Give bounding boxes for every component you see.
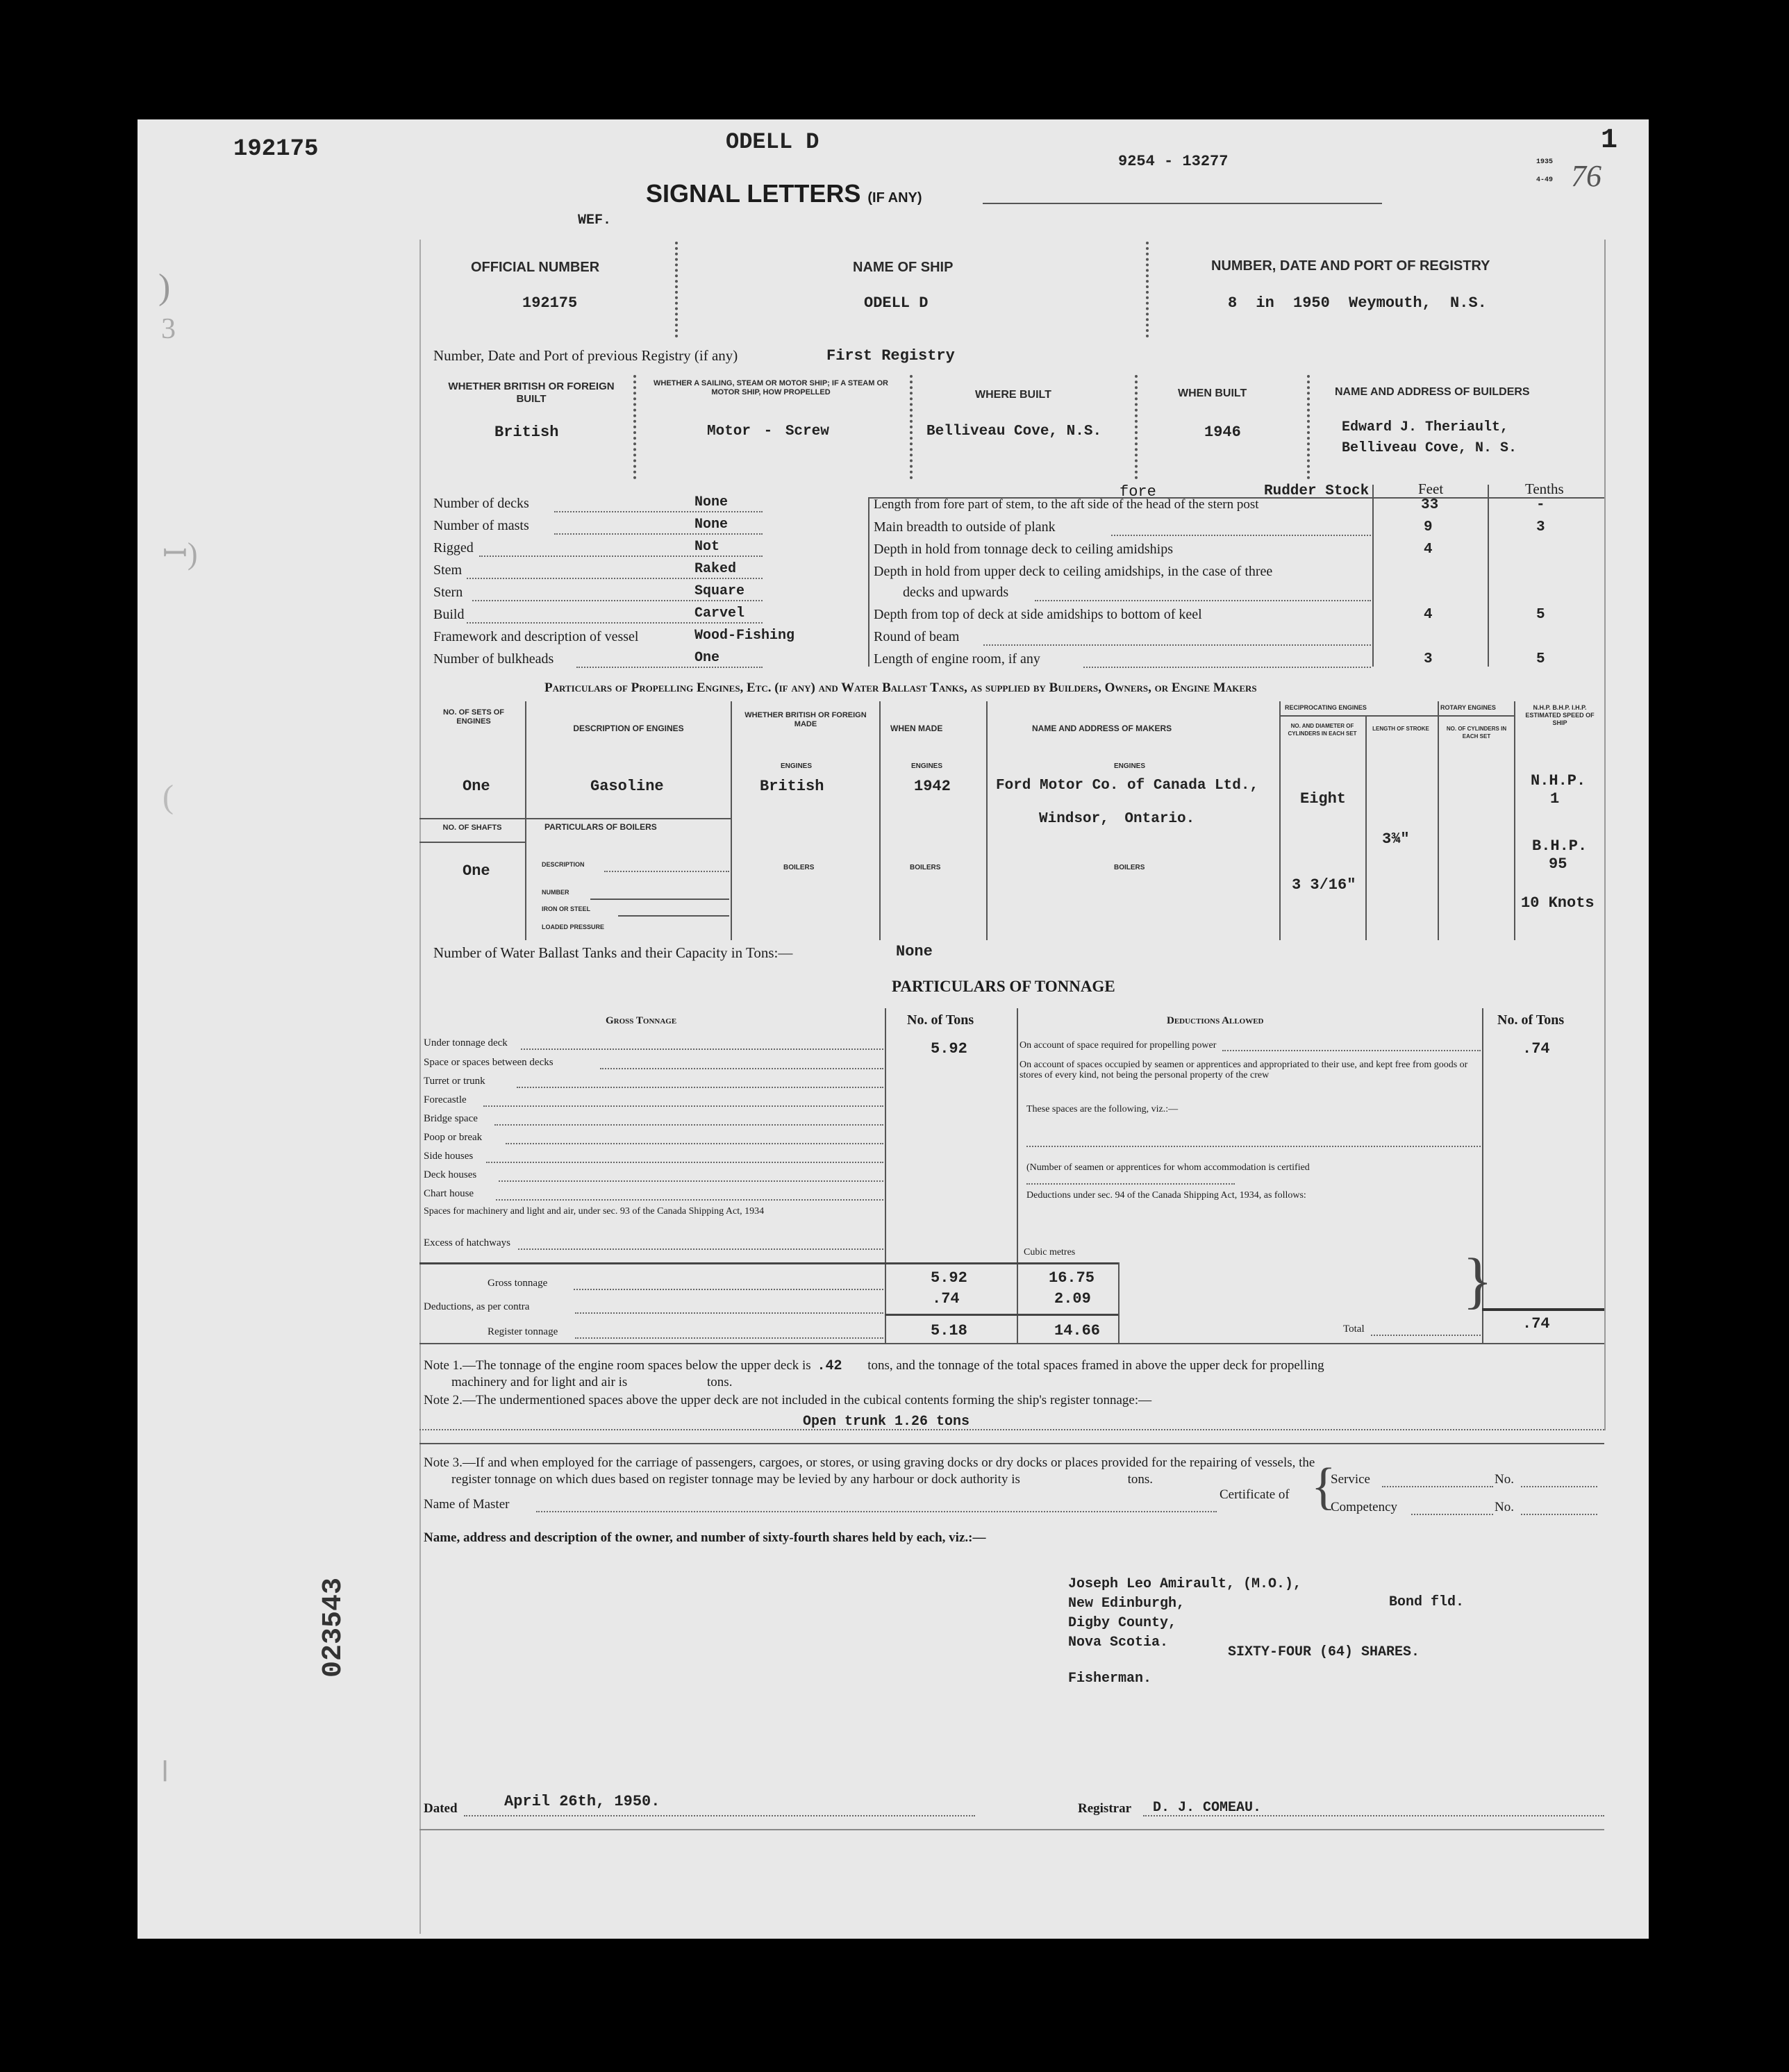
engine-col-divider (525, 701, 526, 940)
page-right-edge (1604, 240, 1606, 1430)
corner-note-bottom: 4-49 (1536, 176, 1554, 184)
certificate-label: Certificate of (1220, 1487, 1290, 1502)
feet-label: Feet (1418, 481, 1444, 497)
description-leader (576, 667, 763, 668)
boiler-leader (604, 871, 729, 872)
boilers-label: PARTICULARS OF BOILERS (544, 822, 657, 832)
gross-leader (517, 1087, 883, 1088)
owner-occupation: Fisherman. (1068, 1671, 1152, 1687)
engine-sets-label: NO. OF SETS OF ENGINES (442, 708, 504, 726)
when-built-value: 1946 (1204, 424, 1241, 441)
previous-registry-value: First Registry (826, 347, 955, 365)
notes-divider (419, 1443, 1604, 1444)
gross-item: Spaces for machinery and light and air, under sec. 93 of the Canada Shipping Act, 1934 (424, 1206, 765, 1217)
engine-origin-value: British (760, 778, 824, 795)
dimension-feet: 33 (1421, 497, 1439, 513)
description-value: None (694, 494, 729, 510)
boilers-makers: BOILERS (1114, 864, 1145, 871)
engine-when-label: WHEN MADE (890, 724, 943, 733)
certificate-brace: { (1311, 1458, 1336, 1515)
dated-value: April 26th, 1950. (504, 1793, 660, 1810)
propulsion-value: Motor - Screw (707, 424, 829, 440)
gross-leader (494, 1124, 883, 1126)
corner-scribble: 76 (1571, 159, 1601, 193)
engine-makers-line2: Windsor, Ontario. (1039, 811, 1195, 827)
top-ship-title: ODELL D (726, 129, 819, 155)
nhp-value: 1 (1550, 790, 1560, 808)
description-leader (467, 578, 763, 579)
service-no-label: No. (1495, 1472, 1514, 1487)
dimension-leader (1111, 535, 1371, 536)
seamen-certified: (Number of seamen or apprentices for whom accommodation is certified (1026, 1162, 1310, 1173)
notes-top-line (419, 1343, 1604, 1344)
note1-line2 (451, 1375, 732, 1390)
totals-leader (575, 1337, 883, 1339)
dimension-leader (1083, 667, 1371, 668)
gross-leader (483, 1105, 883, 1107)
description-value: One (694, 650, 720, 666)
cubic-metres-label: Cubic metres (1024, 1247, 1076, 1258)
registrar-value: D. J. COMEAU. (1153, 1800, 1262, 1816)
signal-letters-heading (646, 179, 922, 208)
page-number: 1 (1601, 125, 1618, 156)
film-edge-line (419, 240, 421, 1934)
british-built-label: WHETHER BRITISH OR FOREIGN BUILT (448, 381, 615, 405)
engines-title: Particulars of Propelling Engines, Etc. (if any) and Water Ballast Tanks, as supplied by Builders, Owners, or Engine Makers (544, 680, 1257, 695)
boiler-row: IRON OR STEEL (542, 905, 591, 912)
description-label: Build (433, 607, 465, 622)
engine-col-divider (879, 701, 881, 940)
description-value: Square (694, 583, 745, 599)
tons-header-right: No. of Tons (1497, 1012, 1565, 1028)
boiler-row: DESCRIPTION (542, 861, 585, 868)
description-label: Framework and description of vessel (433, 629, 639, 644)
recip-engines-label: RECIPROCATING ENGINES (1285, 704, 1367, 711)
dimension-label: Round of beam (874, 629, 960, 644)
note2-value: Open trunk 1.26 tons (803, 1414, 970, 1430)
rotary-engines-label: ROTARY ENGINES (1440, 704, 1496, 711)
build-divider (1135, 375, 1138, 479)
dimensions-tenths-divider (1488, 485, 1489, 667)
signal-letters-label: SIGNAL LETTERS (646, 179, 861, 208)
deductions-cubic-value: 2.09 (1054, 1290, 1091, 1307)
shafts-line (419, 842, 525, 843)
engine-cylinders-value: Eight (1300, 790, 1347, 808)
gross-leader (518, 1248, 883, 1250)
competency-label: Competency (1331, 1500, 1398, 1514)
deduction-propelling-tons: .74 (1522, 1040, 1550, 1058)
owner-bond: Bond fld. (1389, 1594, 1465, 1610)
boiler-leader (618, 915, 729, 917)
film-number: 023543 (318, 1577, 349, 1678)
deduction-leader (1222, 1050, 1481, 1051)
description-divider (868, 497, 869, 667)
boiler-leader (590, 899, 729, 900)
deduction-leader (1026, 1146, 1481, 1147)
register-line (885, 1314, 1118, 1316)
british-built-value: British (494, 424, 559, 441)
engine-stroke-value: 3¾" (1382, 830, 1410, 848)
top-official-number: 192175 (233, 136, 319, 162)
total-line (1482, 1308, 1604, 1311)
engine-bore-value: 3 3/16" (1292, 876, 1356, 894)
competency-no-label: No. (1495, 1500, 1514, 1514)
total-brace: } (1463, 1246, 1493, 1315)
fore-note: fore (1120, 483, 1156, 501)
builders-line2: Belliveau Cove, N. S. (1342, 440, 1517, 456)
dimension-label: Length of engine room, if any (874, 651, 1040, 667)
tons-header: No. of Tons (907, 1012, 974, 1028)
dimension-label: Length from fore part of stem, to the aft side of the head of the stern post (874, 497, 1259, 512)
engine-desc-value: Gasoline (590, 778, 664, 795)
dimension-tenths: 5 (1536, 607, 1545, 623)
builders-line1: Edward J. Theriault, (1342, 419, 1509, 435)
dimension-leader (1035, 600, 1371, 601)
description-label: Stern (433, 585, 463, 600)
engine-col-divider (986, 701, 988, 940)
description-leader (479, 555, 763, 557)
registrar-label: Registrar (1078, 1801, 1132, 1816)
registry-divider (1146, 242, 1149, 337)
description-label: Number of bulkheads (433, 651, 554, 667)
note3-tons: tons. (1127, 1472, 1154, 1487)
signal-letters-line (983, 203, 1382, 204)
gross-item: Bridge space (424, 1113, 478, 1124)
gross-item: Forecastle (424, 1094, 467, 1105)
competency-no-leader (1521, 1514, 1597, 1515)
description-value: Not (694, 539, 720, 555)
gross-item: Chart house (424, 1188, 474, 1199)
official-number-value: 192175 (522, 294, 578, 312)
engine-col-divider (1514, 701, 1515, 940)
note1 (424, 1358, 1324, 1374)
previous-registry-label: Number, Date and Port of previous Registry (if any) (433, 347, 738, 364)
stroke-label: LENGTH OF STROKE (1372, 726, 1429, 732)
totals-leader (575, 1312, 883, 1314)
description-value: Raked (694, 561, 737, 577)
description-label: Rigged (433, 540, 474, 555)
bottom-line (419, 1829, 1604, 1830)
nhp-label: N.H.P. (1531, 772, 1586, 789)
deduction-leader (1026, 1183, 1235, 1185)
tonnage-title: PARTICULARS OF TONNAGE (892, 978, 1115, 995)
deductions-header: Deductions Allowed (1167, 1015, 1264, 1026)
signal-letters-suffix: (IF ANY) (867, 190, 922, 206)
boiler-row: LOADED PRESSURE (542, 924, 605, 930)
engine-makers-label: NAME AND ADDRESS OF MAKERS (1032, 724, 1172, 733)
engine-col-divider (1438, 701, 1439, 940)
description-label: Number of masts (433, 518, 529, 533)
description-value: Carvel (694, 605, 745, 621)
deduction-propelling: On account of space required for propelling power (1020, 1040, 1217, 1051)
owner-line2: New Edinburgh, (1068, 1596, 1185, 1612)
deductions-per-contra-label: Deductions, as per contra (424, 1301, 530, 1312)
shafts-line (419, 818, 731, 819)
gross-tonnage-label: Gross tonnage (488, 1278, 548, 1289)
dimension-label: Depth in hold from upper deck to ceiling amidships, in the case of three (874, 564, 1273, 579)
dimension-tenths: - (1536, 497, 1545, 513)
owner-line1: Joseph Leo Amirault, (M.O.), (1068, 1576, 1302, 1592)
owner-line3: Digby County, (1068, 1615, 1177, 1631)
speed-value: 10 Knots (1521, 894, 1595, 912)
dimensions-feet-divider (1372, 485, 1374, 667)
engine-desc-label: DESCRIPTION OF ENGINES (573, 724, 684, 733)
sec94-label: Deductions under sec. 94 of the Canada Shipping Act, 1934, as follows: (1026, 1190, 1306, 1201)
dimension-feet: 9 (1424, 519, 1433, 535)
dimension-tenths: 5 (1536, 651, 1545, 667)
engine-col-divider (1365, 715, 1367, 940)
totals-box-right (1118, 1262, 1120, 1343)
note1-text: Note 1.—The tonnage of the engine room spaces below the upper deck is (424, 1358, 811, 1373)
service-label: Service (1331, 1472, 1370, 1487)
engine-origin-label: WHETHER BRITISH OR FOREIGN MADE (744, 711, 867, 728)
deduction-seamen: On account of spaces occupied by seamen or apprentices and appropriated to their use, and kept free from goods or stores of every kind, not being the personal property of the crew (1020, 1060, 1468, 1080)
ballast-label: Number of Water Ballast Tanks and their Capacity in Tons:— (433, 944, 793, 961)
totals-leader (574, 1289, 883, 1290)
shafts-value: One (463, 862, 490, 880)
corner-note-top: 1935 (1536, 158, 1554, 166)
gross-tons-value: 5.92 (931, 1269, 967, 1287)
rotary-cylinders-label: NO. OF CYLINDERS IN EACH SET (1446, 726, 1507, 740)
power-label: N.H.P. B.H.P. I.H.P. ESTIMATED SPEED OF SHIP (1525, 704, 1595, 726)
description-label: Stem (433, 562, 463, 578)
gross-item: Space or spaces between decks (424, 1057, 554, 1068)
dimension-label: decks and upwards (903, 585, 1009, 600)
note2-line (419, 1429, 1604, 1430)
margin-mark: 3 (161, 313, 176, 345)
register-cubic-value: 14.66 (1054, 1322, 1101, 1339)
master-leader (536, 1511, 1217, 1512)
dimension-label: Main breadth to outside of plank (874, 519, 1056, 535)
dimension-tenths: 3 (1536, 519, 1545, 535)
note1-post: tons, and the tonnage of the total spaces framed in above the upper deck for propelling (867, 1358, 1324, 1373)
description-leader (554, 533, 763, 535)
service-no-leader (1521, 1486, 1597, 1487)
dimension-feet: 4 (1424, 542, 1433, 558)
rudder-note: Rudder Stock (1264, 483, 1370, 499)
note3-line2 (451, 1472, 1153, 1487)
dated-leader (464, 1815, 975, 1816)
margin-mark: ꞁ (161, 1751, 169, 1782)
description-value: Wood-Fishing (694, 628, 795, 644)
totals-line (419, 1262, 1118, 1264)
official-number-label: OFFICIAL NUMBER (471, 260, 600, 275)
margin-mark: ꟷ) (163, 537, 198, 571)
engine-makers-engines: ENGINES (1114, 762, 1146, 770)
engine-sets-value: One (463, 778, 490, 795)
gross-leader (506, 1143, 883, 1144)
tonnage-divider (1017, 1008, 1018, 1343)
engine-when-value: 1942 (914, 778, 951, 795)
port-registry-value: 8 in 1950 Weymouth, N.S. (1228, 294, 1487, 312)
owner-shares: SIXTY-FOUR (64) SHARES. (1228, 1644, 1420, 1660)
total-value: .74 (1522, 1315, 1550, 1332)
dimension-leader (983, 644, 1371, 646)
gross-leader (521, 1048, 883, 1050)
ballast-value: None (896, 943, 933, 960)
gross-tonnage-header: Gross Tonnage (606, 1015, 677, 1026)
tonnage-divider (885, 1008, 886, 1343)
recip-header-line (1279, 715, 1514, 717)
registry-divider (675, 242, 678, 337)
description-label: Number of decks (433, 496, 529, 511)
note2: Note 2.—The undermentioned spaces above the upper deck are not included in the cubical contents forming the ship's register tonnage:— (424, 1393, 1152, 1407)
build-divider (1307, 375, 1310, 479)
ship-name-value: ODELL D (864, 294, 929, 312)
boilers-origin: BOILERS (783, 864, 815, 871)
gross-leader (600, 1068, 883, 1069)
note3-line2-text: register tonnage on which dues based on register tonnage may be levied by any harbour or dock authority is (451, 1472, 1020, 1487)
deductions-tons-value: .74 (932, 1290, 960, 1307)
master-label: Name of Master (424, 1497, 510, 1512)
margin-mark: ) (158, 267, 171, 307)
boiler-row: NUMBER (542, 889, 569, 896)
where-built-value: Belliveau Cove, N.S. (926, 424, 1102, 440)
description-value: None (694, 517, 729, 533)
gross-leader (486, 1162, 883, 1163)
gross-leader (496, 1199, 883, 1201)
owner-line4: Nova Scotia. (1068, 1635, 1169, 1651)
description-leader (467, 622, 763, 624)
dimension-feet: 3 (1424, 651, 1433, 667)
bhp-value: 95 (1549, 855, 1567, 873)
total-label: Total (1343, 1323, 1365, 1335)
under-deck-tons: 5.92 (931, 1040, 967, 1058)
dimension-label: Depth in hold from tonnage deck to ceiling amidships (874, 542, 1174, 557)
bhp-label: B.H.P. (1532, 837, 1588, 855)
gross-item: Deck houses (424, 1169, 477, 1180)
spaces-following: These spaces are the following, viz.:— (1026, 1104, 1179, 1114)
margin-mark: ( (163, 778, 174, 815)
total-leader (1371, 1335, 1481, 1336)
cylinders-label: NO. AND DIAMETER OF CYLINDERS IN EACH SET (1288, 723, 1357, 737)
note1-line2-text: machinery and for light and air is (451, 1375, 628, 1389)
engine-col-divider (1279, 701, 1281, 940)
service-leader (1382, 1486, 1493, 1487)
gross-cubic-value: 16.75 (1049, 1269, 1095, 1287)
tenths-label: Tenths (1525, 481, 1564, 497)
builders-label: NAME AND ADDRESS OF BUILDERS (1335, 386, 1530, 398)
gross-item: Under tonnage deck (424, 1037, 508, 1048)
dimension-feet: 4 (1424, 607, 1433, 623)
engine-origin-engines: ENGINES (781, 762, 813, 770)
shafts-label: NO. OF SHAFTS (442, 824, 502, 832)
note1-line2-end: tons. (707, 1375, 733, 1389)
when-built-label: WHEN BUILT (1178, 387, 1247, 399)
port-registry-label: NUMBER, DATE AND PORT OF REGISTRY (1211, 258, 1490, 274)
owner-label: Name, address and description of the owner, and number of sixty-fourth shares held by each, viz.:— (424, 1530, 986, 1545)
description-leader (554, 511, 763, 512)
gross-item: Poop or break (424, 1132, 483, 1143)
note1-value: .42 (817, 1358, 842, 1374)
gross-item: Turret or trunk (424, 1076, 485, 1087)
competency-leader (1411, 1514, 1493, 1515)
boilers-when: BOILERS (910, 864, 941, 871)
reference-numbers: 9254 - 13277 (1118, 153, 1229, 170)
description-leader (472, 600, 763, 601)
ship-name-label: NAME OF SHIP (853, 260, 954, 275)
build-divider (633, 375, 636, 479)
engine-when-engines: ENGINES (911, 762, 943, 770)
register-tons-value: 5.18 (931, 1322, 967, 1339)
dated-label: Dated (424, 1801, 458, 1816)
gross-leader (499, 1180, 883, 1182)
signal-value: WEF. (578, 212, 612, 228)
gross-item: Side houses (424, 1151, 474, 1162)
dimension-label: Depth from top of deck at side amidships to bottom of keel (874, 607, 1202, 622)
propulsion-label: WHETHER A SAILING, STEAM OR MOTOR SHIP; IF A STEAM OR MOTOR SHIP, HOW PROPELLED (654, 379, 888, 396)
build-divider (910, 375, 913, 479)
engine-makers-line1: Ford Motor Co. of Canada Ltd., (996, 778, 1259, 794)
engine-col-divider (731, 701, 732, 940)
where-built-label: WHERE BUILT (975, 389, 1051, 401)
note3-line1: Note 3.—If and when employed for the carriage of passengers, cargoes, or stores, or using graving docks or dry docks or places provided for the repairing of vessels, the (424, 1455, 1315, 1470)
register-tonnage-label: Register tonnage (488, 1326, 558, 1337)
gross-item: Excess of hatchways (424, 1237, 510, 1248)
